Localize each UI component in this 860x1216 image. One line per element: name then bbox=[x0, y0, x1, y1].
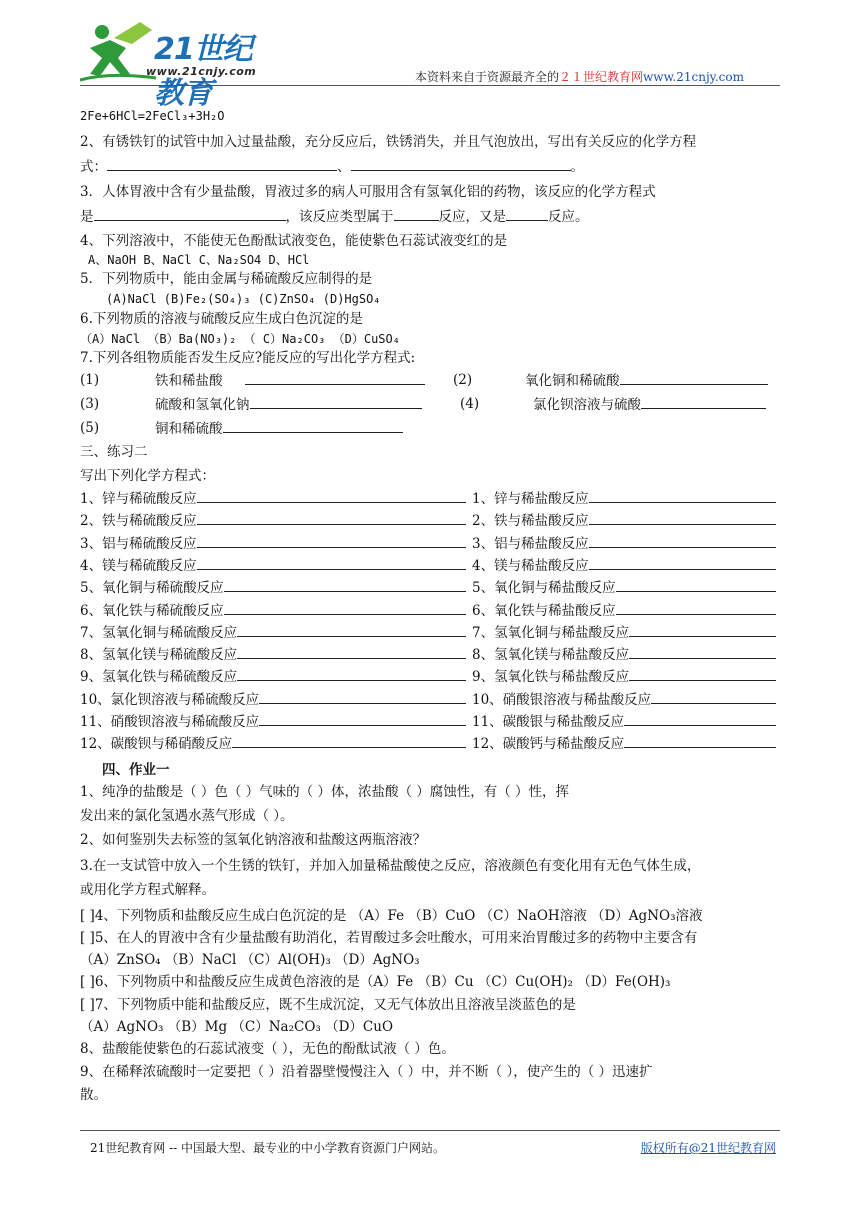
answer-blank[interactable] bbox=[224, 600, 466, 615]
question-6-options: （A）NaCl （B）Ba(NO₃)₂ （ C）Na₂CO₃ （D）CuSO₄ bbox=[80, 332, 400, 346]
practice-label: 5、氧化铜与稀硫酸反应 bbox=[80, 580, 224, 596]
q7-item-label: 铜和稀硫酸 bbox=[155, 421, 223, 437]
homework-9-line-2: 散。 bbox=[80, 1087, 107, 1103]
q2-prefix: 式： bbox=[80, 159, 107, 175]
practice-row-left bbox=[80, 666, 466, 687]
practice-label: 1、锌与稀硫酸反应 bbox=[80, 491, 197, 507]
q2-end: 。 bbox=[570, 159, 584, 175]
practice-row-left bbox=[80, 510, 466, 531]
practice-label: 6、氧化铁与稀盐酸反应 bbox=[472, 603, 616, 619]
question-3-line-2 bbox=[80, 206, 589, 227]
practice-row-right bbox=[472, 577, 776, 598]
answer-blank[interactable] bbox=[629, 644, 776, 659]
practice-label: 4、镁与稀硫酸反应 bbox=[80, 558, 197, 574]
practice-label: 8、氢氧化镁与稀盐酸反应 bbox=[472, 647, 630, 663]
answer-blank[interactable] bbox=[237, 644, 466, 659]
q7-item-number: (5) bbox=[80, 420, 100, 436]
question-7: 7.下列各组物质能否发生反应?能反应的写出化学方程式: bbox=[80, 350, 416, 366]
q7-item-label: 氯化钡溶液与硫酸 bbox=[533, 397, 641, 413]
logo-brand-text: 21世纪教育 bbox=[154, 32, 252, 111]
answer-blank[interactable] bbox=[223, 418, 403, 433]
practice-row-right bbox=[472, 689, 776, 710]
footer-divider bbox=[80, 1130, 780, 1131]
answer-blank[interactable] bbox=[616, 600, 776, 615]
question-5-options: (A)NaCl (B)Fe₂(SO₄)₃ (C)ZnSO₄ (D)HgSO₄ bbox=[106, 292, 381, 306]
question-2-line-1: 2、有锈铁钉的试管中加入过量盐酸，充分反应后，铁锈消失，并且气泡放出，写出有关反应的化学方程 bbox=[80, 134, 697, 150]
practice-label: 2、铁与稀盐酸反应 bbox=[472, 513, 589, 529]
practice-row-left bbox=[80, 733, 466, 754]
answer-blank[interactable] bbox=[629, 666, 776, 681]
practice-label: 4、镁与稀盐酸反应 bbox=[472, 558, 589, 574]
answer-blank[interactable] bbox=[624, 711, 776, 726]
homework-7-line-2: （A）AgNO₃ （B）Mg （C）Na₂CO₃ （D）CuO bbox=[80, 1019, 394, 1035]
homework-1-line-1: 1、纯净的盐酸是（ ）色（ ）气味的（ ）体，浓盐酸（ ）腐蚀性，有（ ）性，挥 bbox=[80, 784, 570, 800]
q7-item-number: (1) bbox=[80, 372, 100, 388]
logo-url-text: www.21cnjy.com bbox=[146, 65, 257, 78]
practice-label: 9、氢氧化铁与稀硫酸反应 bbox=[80, 669, 238, 685]
question-4-options: A、NaOH B、NaCl C、Na₂SO4 D、HCl bbox=[88, 253, 310, 267]
header-note-site: ２１世纪教育网 bbox=[559, 70, 644, 84]
equation-line: 2Fe+6HCl=2FeCl₃+3H₂O bbox=[80, 109, 225, 123]
q7-item-5-text bbox=[155, 418, 403, 439]
practice-label: 10、氯化钡溶液与稀硫酸反应 bbox=[80, 692, 260, 708]
practice-row-left bbox=[80, 577, 466, 598]
q7-item-number: (2) bbox=[453, 372, 473, 388]
answer-blank[interactable] bbox=[259, 689, 466, 704]
homework-9-line-1: 9、在稀释浓硫酸时一定要把（ ）沿着器壁慢慢注入（ ）中，并不断（ ），使产生的（ ）迅速扩 bbox=[80, 1064, 653, 1080]
practice-label: 12、碳酸钡与稀硝酸反应 bbox=[80, 736, 233, 752]
q2-separator: 、 bbox=[337, 159, 351, 175]
homework-5-line-2: （A）ZnSO₄ （B）NaCl （C）Al(OH)₃ （D）AgNO₃ bbox=[80, 952, 420, 968]
homework-4: [ ]4、下列物质和盐酸反应生成白色沉淀的是 （A）Fe （B）CuO （C）NaOH溶液 （D）AgNO₃溶液 bbox=[80, 908, 703, 924]
answer-blank[interactable] bbox=[589, 510, 776, 525]
practice-row-right bbox=[472, 733, 776, 754]
answer-blank[interactable] bbox=[651, 689, 776, 704]
practice-row-right bbox=[472, 622, 776, 643]
q7-item-1 bbox=[80, 370, 99, 390]
practice-row-left bbox=[80, 689, 466, 710]
question-5: 5．下列物质中，能由金属与稀硫酸反应制得的是 bbox=[80, 271, 373, 287]
q7-item-3-text bbox=[155, 394, 422, 415]
q3-end: 反应。 bbox=[548, 209, 589, 225]
homework-7-line-1: [ ]7、下列物质中能和盐酸反应，既不生成沉淀，又无气体放出且溶液呈淡蓝色的是 bbox=[80, 997, 576, 1013]
answer-blank[interactable] bbox=[197, 555, 466, 570]
homework-heading: 四、作业一 bbox=[102, 762, 170, 778]
q7-item-1-text bbox=[155, 370, 425, 391]
answer-blank[interactable] bbox=[197, 510, 466, 525]
answer-blank[interactable] bbox=[394, 206, 439, 221]
question-4: 4、下列溶液中，不能使无色酚酞试液变色，能使紫色石蕊试液变红的是 bbox=[80, 233, 508, 249]
header-note-link[interactable]: www.21cnjy.com bbox=[643, 70, 744, 84]
homework-6: [ ]6、下列物质中和盐酸反应生成黄色溶液的是（A）Fe （B）Cu （C）Cu(OH)₂ （D）Fe(OH)₃ bbox=[80, 974, 671, 990]
q7-item-label: 硫酸和氢氧化钠 bbox=[155, 397, 250, 413]
practice-row-right bbox=[472, 600, 776, 621]
practice-row-right bbox=[472, 510, 776, 531]
question-3-line-1: 3．人体胃液中含有少量盐酸，胃液过多的病人可服用含有氢氧化铝的药物，该反应的化学方程式 bbox=[80, 184, 656, 200]
practice-label: 12、碳酸钙与稀盐酸反应 bbox=[472, 736, 625, 752]
answer-blank[interactable] bbox=[237, 666, 466, 681]
practice-row-right bbox=[472, 666, 776, 687]
practice-label: 7、氢氧化铜与稀盐酸反应 bbox=[472, 625, 630, 641]
practice-row-right bbox=[472, 488, 776, 509]
answer-blank[interactable] bbox=[624, 733, 776, 748]
practice-label: 5、氧化铜与稀盐酸反应 bbox=[472, 580, 616, 596]
answer-blank[interactable] bbox=[197, 533, 466, 548]
q7-item-4-text bbox=[533, 394, 766, 415]
practice-row-left bbox=[80, 711, 466, 732]
q7-item-number: (3) bbox=[80, 396, 100, 412]
section-3-heading: 三、练习二 bbox=[80, 444, 148, 460]
answer-blank[interactable] bbox=[259, 711, 466, 726]
homework-2: 2、如何鉴别失去标签的氢氧化钠溶液和盐酸这两瓶溶液？ bbox=[80, 832, 427, 848]
practice-row-left bbox=[80, 644, 466, 665]
answer-blank[interactable] bbox=[506, 206, 548, 221]
practice-label: 2、铁与稀硫酸反应 bbox=[80, 513, 197, 529]
footer-text: 21世纪教育网 -- 中国最大型、最专业的中小学教育资源门户网站。 bbox=[90, 1141, 446, 1155]
answer-blank[interactable] bbox=[641, 394, 766, 409]
footer-copyright-link[interactable]: 版权所有@21世纪教育网 bbox=[640, 1141, 776, 1155]
practice-row-right bbox=[472, 555, 776, 576]
practice-label: 3、铝与稀盐酸反应 bbox=[472, 536, 589, 552]
practice-row-right bbox=[472, 533, 776, 554]
practice-row-left bbox=[80, 622, 466, 643]
answer-blank[interactable] bbox=[224, 577, 466, 592]
answer-blank[interactable] bbox=[245, 370, 425, 385]
question-6: 6.下列物质的溶液与硫酸反应生成白色沉淀的是 bbox=[80, 311, 363, 327]
site-logo[interactable] bbox=[80, 18, 280, 111]
practice-label: 3、铝与稀硫酸反应 bbox=[80, 536, 197, 552]
q7-item-2-text bbox=[525, 370, 768, 391]
answer-blank[interactable] bbox=[589, 488, 776, 503]
homework-8: 8、盐酸能使紫色的石蕊试液变（ ），无色的酚酞试液（ ）色。 bbox=[80, 1041, 455, 1057]
answer-blank[interactable] bbox=[107, 156, 337, 171]
practice-label: 8、氢氧化镁与稀硫酸反应 bbox=[80, 647, 238, 663]
q3-mid-2: 反应，又是 bbox=[438, 209, 506, 225]
header-note bbox=[415, 68, 744, 85]
practice-row-left bbox=[80, 555, 466, 576]
practice-row-right bbox=[472, 644, 776, 665]
practice-label: 7、氢氧化铜与稀硫酸反应 bbox=[80, 625, 238, 641]
q7-item-label: 氧化铜和稀硫酸 bbox=[525, 373, 620, 389]
q7-item-label: 铁和稀盐酸 bbox=[155, 373, 223, 389]
header-divider bbox=[80, 85, 780, 86]
practice-label: 9、氢氧化铁与稀盐酸反应 bbox=[472, 669, 630, 685]
answer-blank[interactable] bbox=[197, 488, 466, 503]
homework-1-line-2: 发出来的氯化氢遇水蒸气形成（ ）。 bbox=[80, 808, 294, 824]
answer-blank[interactable] bbox=[589, 555, 776, 570]
practice-label: 6、氧化铁与稀硫酸反应 bbox=[80, 603, 224, 619]
q7-item-number: (4) bbox=[460, 396, 480, 412]
question-2-line-2 bbox=[80, 156, 584, 177]
practice-label: 11、硝酸钡溶液与稀硫酸反应 bbox=[80, 714, 260, 730]
practice-row-left bbox=[80, 600, 466, 621]
answer-blank[interactable] bbox=[616, 577, 776, 592]
answer-blank[interactable] bbox=[589, 533, 776, 548]
practice-row-left bbox=[80, 533, 466, 554]
q3-prefix: 是 bbox=[80, 209, 94, 225]
q3-mid-1: ，该反应类型属于 bbox=[285, 209, 394, 225]
answer-blank[interactable] bbox=[237, 622, 466, 637]
section-3-instruction: 写出下列化学方程式： bbox=[80, 468, 215, 484]
answer-blank[interactable] bbox=[351, 156, 571, 171]
answer-blank[interactable] bbox=[94, 206, 286, 221]
header-note-prefix: 本资料来自于资源最齐全的 bbox=[415, 70, 560, 84]
answer-blank[interactable] bbox=[629, 622, 776, 637]
answer-blank[interactable] bbox=[620, 370, 768, 385]
homework-5-line-1: [ ]5、在人的胃液中含有少量盐酸有助消化，若胃酸过多会吐酸水，可用来治胃酸过多的药物中主要含有 bbox=[80, 930, 698, 946]
practice-row-left bbox=[80, 488, 466, 509]
answer-blank[interactable] bbox=[250, 394, 422, 409]
practice-label: 10、硝酸银溶液与稀盐酸反应 bbox=[472, 692, 652, 708]
answer-blank[interactable] bbox=[232, 733, 466, 748]
homework-3-line-1: 3.在一支试管中放入一个生锈的铁钉，并加入加量稀盐酸使之反应，溶液颜色有变化用有无色气体生成， bbox=[80, 858, 701, 874]
practice-label: 11、碳酸银与稀盐酸反应 bbox=[472, 714, 625, 730]
practice-label: 1、锌与稀盐酸反应 bbox=[472, 491, 589, 507]
homework-3-line-2: 或用化学方程式解释。 bbox=[80, 882, 215, 898]
practice-row-right bbox=[472, 711, 776, 732]
